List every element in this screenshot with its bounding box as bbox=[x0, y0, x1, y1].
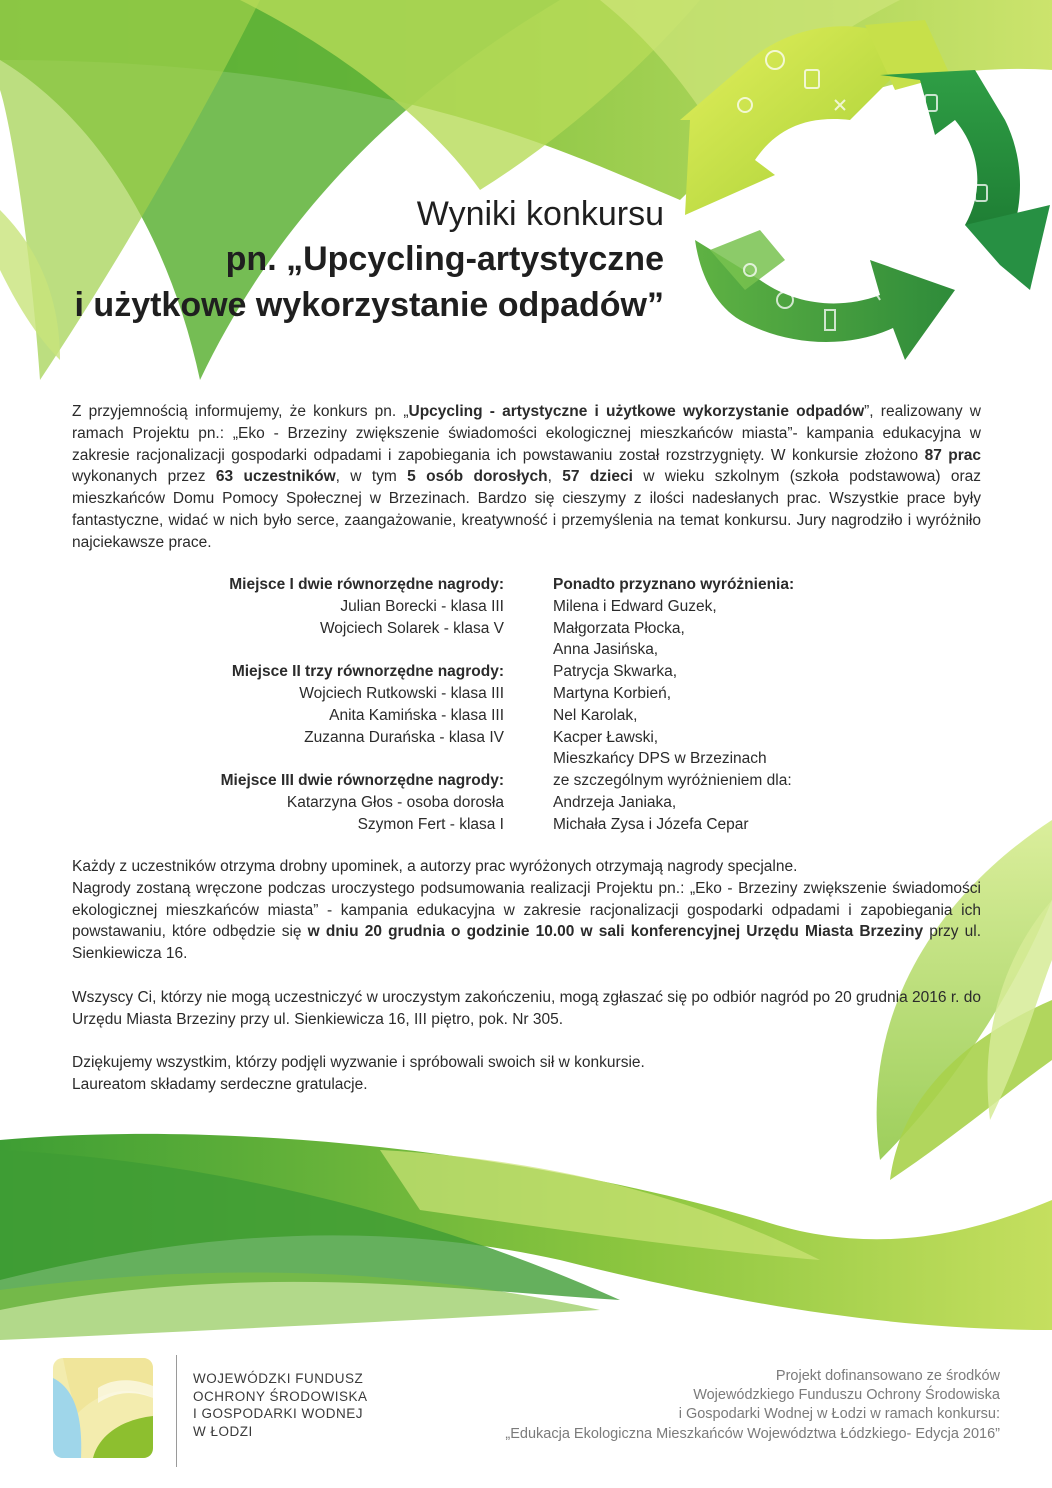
distinctions-list bbox=[553, 574, 953, 836]
ceremony-text: Nagrody zostaną wręczone podczas uroczystego podsumowania realizacji Projektu pn.: „Eko - Brzeziny zwiększenie świadomości ekologicznej mieszkańców miasta” - kampania edukacyjna w zakresie racjonalizacji gospodarki odpadami i zapobiegania ich powstawaniu, które odbędzie się bbox=[72, 879, 981, 941]
fund-name-line: OCHRONY ŚRODOWISKA bbox=[193, 1388, 368, 1404]
funding-note-line: i Gospodarki Wodnej w Łodzi w ramach konkursu: bbox=[678, 1406, 1000, 1423]
list-item: Wojciech Rutkowski - klasa III bbox=[299, 684, 504, 702]
intro-paragraph bbox=[72, 401, 981, 554]
page-title bbox=[75, 192, 664, 328]
list-item: Szymon Fert - klasa I bbox=[357, 815, 504, 833]
funding-note-line: Projekt dofinansowano ze środków bbox=[775, 1368, 1000, 1384]
footer-divider bbox=[176, 1355, 177, 1467]
place-2-heading: Miejsce II trzy równorzędne nagrody: bbox=[231, 663, 504, 681]
funding-note-line: „Edukacja Ekologiczna Mieszkańców Województwa Łódzkiego- Edycja 2016” bbox=[505, 1425, 1000, 1442]
list-item: ze szczególnym wyróżnieniem dla: bbox=[553, 772, 792, 790]
distinctions-heading: Ponadto przyznano wyróżnienia: bbox=[553, 576, 795, 593]
intro-text: w wieku szkolnym (szkoła podstawowa) oraz mieszkańców Domu Pomocy Społecznej w Brzezinach. Bardzo się cieszymy z ilości nadesłanych prac. Wszystkie prace były fantastyczne, widać w nich było serce, zaangażowanie, kreatywność i przemyślenia na temat konkursu. Jury nagrodziło i wyróżniło najciekawsze prace. bbox=[72, 468, 981, 551]
fund-name-line: WOJEWÓDZKI FUNDUSZ bbox=[193, 1371, 364, 1386]
intro-text: wykonanych przez bbox=[72, 468, 216, 486]
closing-section bbox=[72, 856, 981, 1096]
thanks-note: Dziękujemy wszystkim, którzy podjęli wyzwanie i spróbowali swoich sił w konkursie. bbox=[72, 1054, 645, 1072]
list-item: Anita Kamińska - klasa III bbox=[329, 706, 504, 724]
wfos-logo bbox=[53, 1358, 153, 1458]
intro-text: , w tym bbox=[335, 468, 408, 486]
fund-name bbox=[193, 1370, 368, 1440]
list-item: Zuzanna Durańska - klasa IV bbox=[304, 728, 504, 746]
list-item: Anna Jasińska, bbox=[553, 641, 659, 659]
ceremony-address: przy ul. Sienkiewicza 16. bbox=[72, 923, 982, 963]
funding-note-line: Wojewódzkiego Funduszu Ochrony Środowiska bbox=[693, 1387, 1000, 1404]
list-item: Małgorzata Płocka, bbox=[553, 619, 685, 637]
prize-winners-list bbox=[150, 574, 504, 836]
title-line-2: pn. „Upcycling-artystyczne bbox=[225, 240, 664, 278]
intro-text: ”, realizowany w ramach Projektu pn.: „Eko - Brzeziny zwiększenie świadomości ekologicznej mieszkańców miasta”- kampania edukacyjna w zakresie racjonalizacji gospodarki odpadami i zapobiegania ich powstawaniu został rozstrzygnięty. W konkursie złożono bbox=[72, 403, 981, 464]
ceremony-note bbox=[72, 878, 981, 965]
title-line-1: Wyniki konkursu bbox=[416, 195, 664, 233]
gifts-note: Każdy z uczestników otrzyma drobny upominek, a autorzy prac wyróżonych otrzymają nagrody specjalne. bbox=[72, 858, 798, 875]
contest-name: Upcycling - artystyczne i użytkowe wykorzystanie odpadów bbox=[408, 403, 865, 420]
works-count: 87 prac bbox=[924, 446, 981, 464]
ceremony-date-place: w dniu 20 grudnia o godzinie 10.00 w sali konferencyjnej Urzędu Miasta Brzeziny bbox=[307, 923, 924, 941]
list-item: Patrycja Skwarka, bbox=[553, 663, 678, 681]
list-item: Kacper Ławski, bbox=[553, 728, 659, 746]
funding-note bbox=[505, 1367, 1000, 1444]
list-item: Mieszkańcy DPS w Brzezinach bbox=[553, 750, 767, 768]
list-item: Martyna Korbień, bbox=[553, 684, 672, 702]
fund-name-line: W ŁODZI bbox=[193, 1423, 253, 1439]
intro-text: , bbox=[547, 468, 563, 486]
list-item: Michała Zysa i Józefa Cepar bbox=[553, 815, 749, 833]
list-item: Nel Karolak, bbox=[553, 706, 638, 724]
list-item: Katarzyna Głos - osoba dorosła bbox=[286, 793, 504, 811]
place-3-heading: Miejsce III dwie równorzędne nagrody: bbox=[220, 772, 504, 790]
place-1-heading: Miejsce I dwie równorzędne nagrody: bbox=[229, 576, 504, 593]
congrats-note: Laureatom składamy serdeczne gratulacje. bbox=[72, 1075, 368, 1093]
children-count: 57 dzieci bbox=[562, 468, 633, 486]
fund-name-line: I GOSPODARKI WODNEJ bbox=[193, 1406, 364, 1421]
recycle-symbol-icon bbox=[655, 0, 1052, 400]
participants-count: 63 uczestników bbox=[215, 468, 336, 486]
list-item: Milena i Edward Guzek, bbox=[553, 597, 717, 615]
list-item: Julian Borecki - klasa III bbox=[340, 597, 504, 615]
list-item: Wojciech Solarek - klasa V bbox=[319, 619, 504, 637]
pickup-note: Wszyscy Ci, którzy nie mogą uczestniczyć w uroczystym zakończeniu, mogą zgłaszać się po odbiór nagród po 20 grudnia 2016 r. do Urzędu Miasta Brzeziny przy ul. Sienkiewicza 16, III piętro, pok. Nr 305. bbox=[72, 988, 981, 1028]
adults-count: 5 osób dorosłych bbox=[407, 468, 548, 486]
intro-text: Z przyjemnością informujemy, że konkurs pn. „ bbox=[72, 403, 409, 420]
title-line-3: i użytkowe wykorzystanie odpadów” bbox=[74, 286, 664, 324]
list-item: Andrzeja Janiaka, bbox=[553, 793, 677, 811]
